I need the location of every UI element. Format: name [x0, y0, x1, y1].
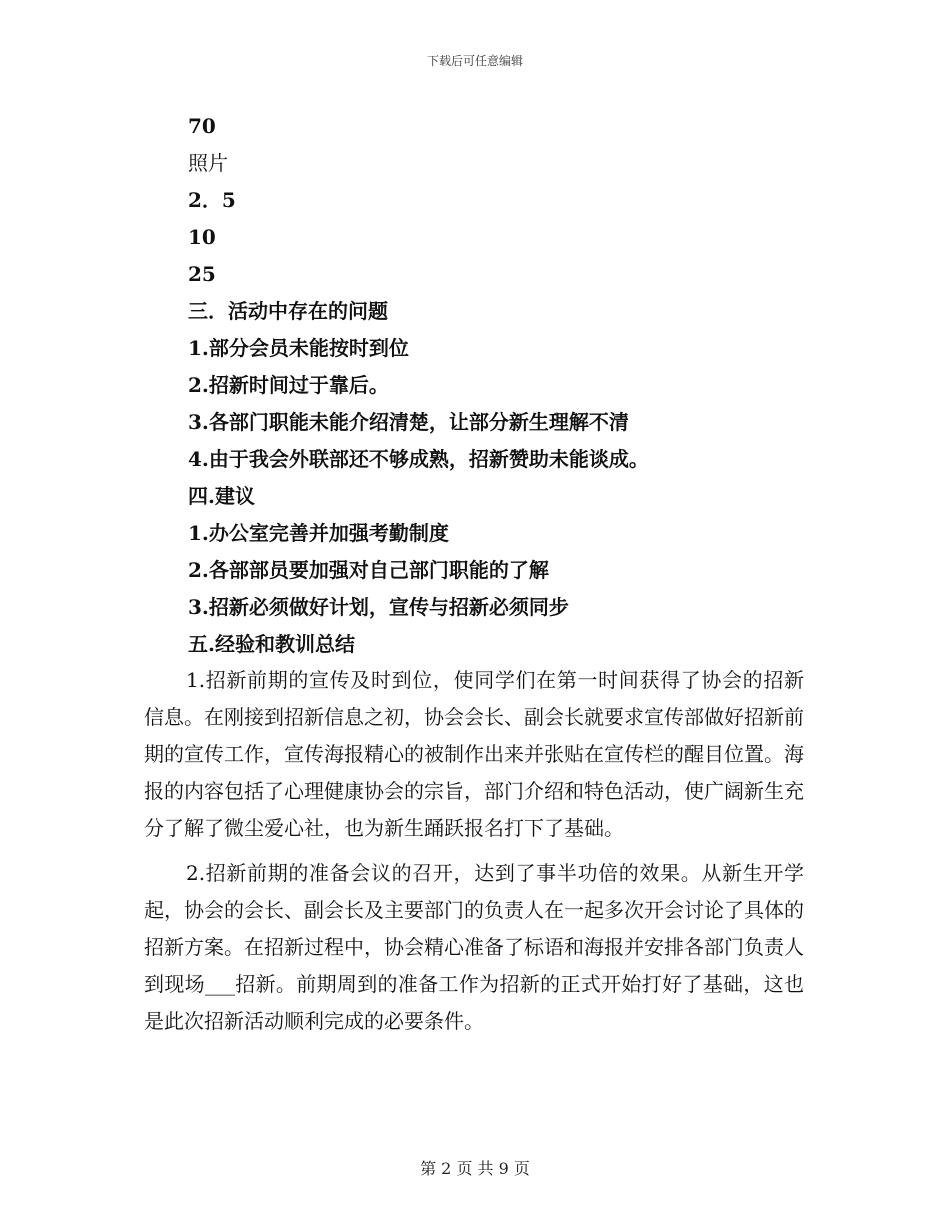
summary-paragraph-2: 2.招新前期的准备会议的召开，达到了事半功倍的效果。从新生开学起，协会的会长、副会长及主要部门的负责人在一起多次开会讨论了具体的招新方案。在招新过程中，协会精心准备了标语和海报并安排各部门负责人到现场___招新。前期周到的准备工作为招新的正式开始打好了基础，这也是此次招新活动顺利完成的必要条件。 — [144, 861, 804, 1033]
document-body — [188, 108, 828, 663]
section-heading-summary: 五.经验和教训总结 — [188, 632, 355, 656]
problem-item: 4.由于我会外联部还不够成熟，招新赞助未能谈成。 — [188, 447, 649, 471]
page-header: 下载后可任意编辑 — [426, 54, 523, 68]
problem-item: 2.招新时间过于靠后。 — [188, 373, 389, 397]
problem-item: 3.各部门职能未能介绍清楚，让部分新生理解不清 — [188, 410, 629, 434]
value-line: 10 — [188, 225, 216, 249]
section-heading-suggestions: 四.建议 — [188, 484, 255, 508]
page-footer: 第 2 页 共 9 页 — [420, 1159, 530, 1178]
suggestion-item: 3.招新必须做好计划，宣传与招新必须同步 — [188, 595, 569, 619]
problem-item: 1.部分会员未能按时到位 — [188, 336, 409, 360]
value-line: 70 — [188, 114, 216, 138]
value-line: 2．5 — [188, 188, 236, 212]
section-heading-problems: 三．活动中存在的问题 — [188, 299, 388, 323]
item-label-line: 照片 — [188, 151, 228, 175]
summary-paragraphs — [144, 662, 804, 1040]
suggestion-item: 1.办公室完善并加强考勤制度 — [188, 521, 449, 545]
value-line: 25 — [188, 262, 216, 286]
summary-paragraph-1: 1.招新前期的宣传及时到位，使同学们在第一时间获得了协会的招新信息。在刚接到招新信息之初，协会会长、副会长就要求宣传部做好招新前期的宣传工作，宣传海报精心的被制作出来并张贴在宣传栏的醒目位置。海报的内容包括了心理健康协会的宗旨，部门介绍和特色活动，使广阔新生充分了解了微尘爱心社，也为新生踊跃报名打下了基础。 — [144, 668, 804, 840]
suggestion-item: 2.各部部员要加强对自己部门职能的了解 — [188, 558, 549, 582]
